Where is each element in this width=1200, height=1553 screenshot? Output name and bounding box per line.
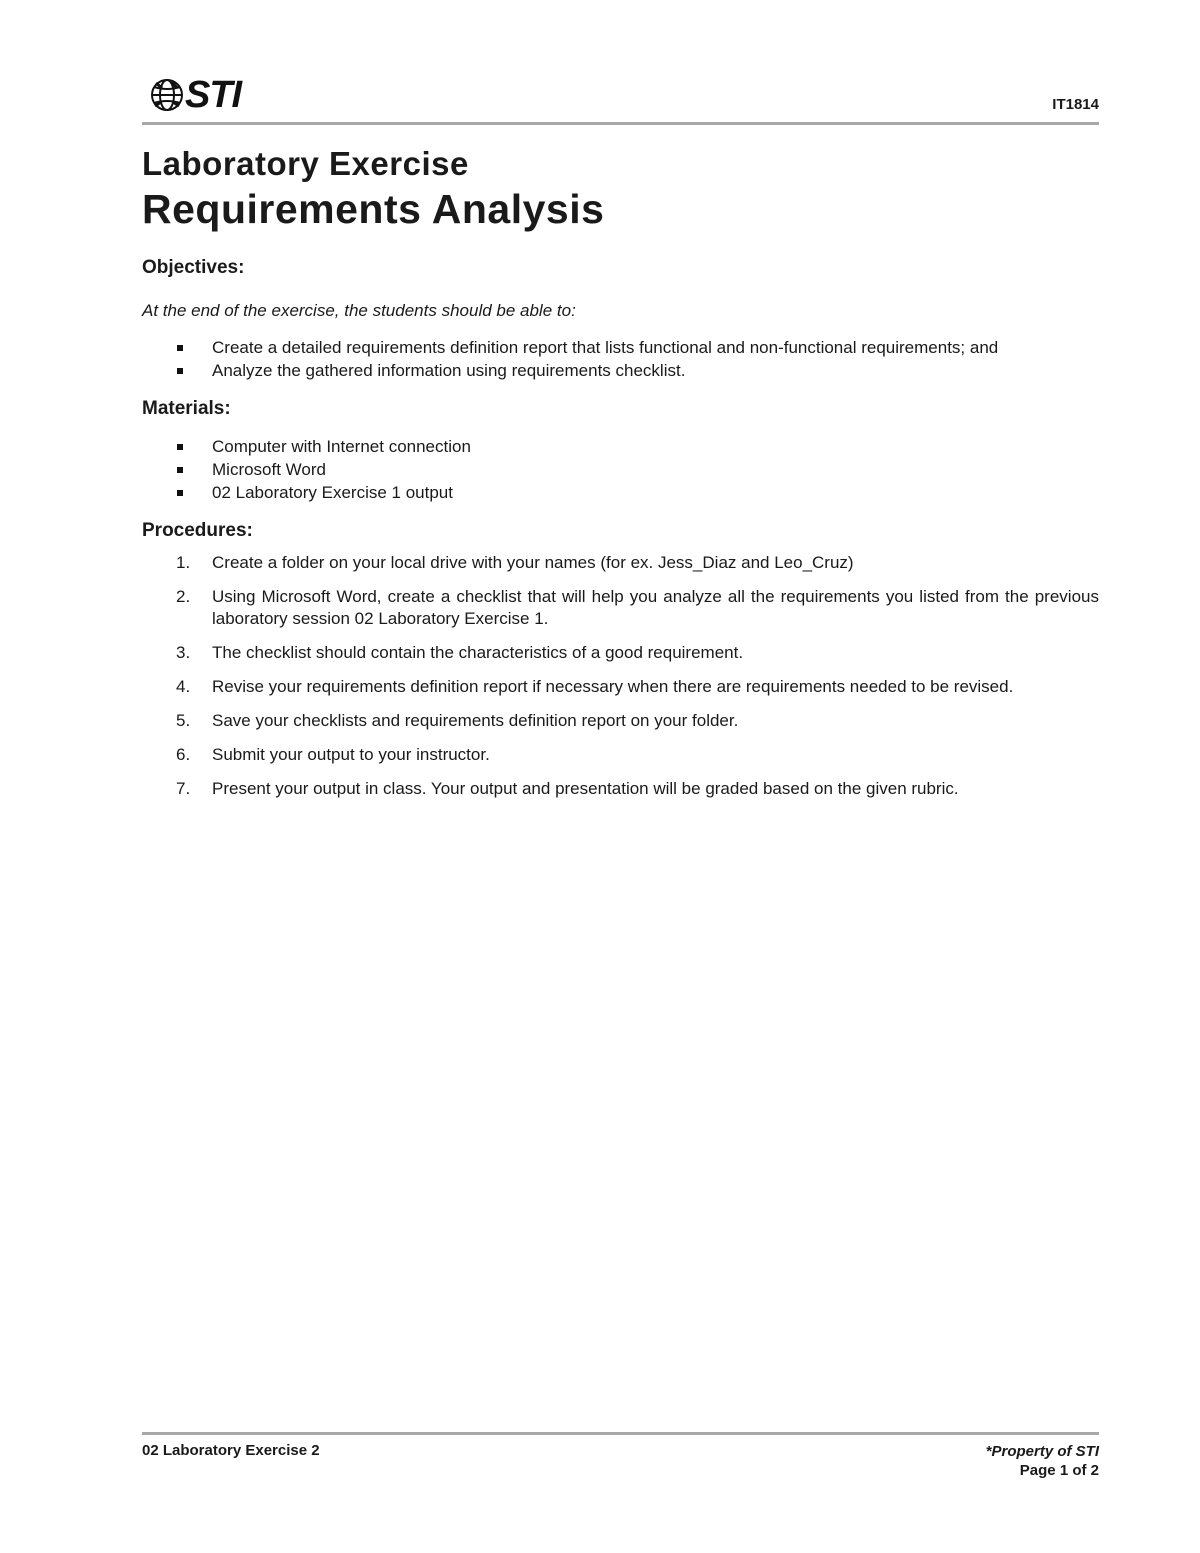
logo-text: STI [185, 74, 242, 116]
footer-divider [142, 1432, 1099, 1435]
list-item-text: Analyze the gathered information using requirements checklist. [212, 360, 686, 380]
procedure-step [142, 744, 1099, 766]
globe-icon [150, 78, 184, 112]
step-number: 3. [176, 642, 191, 662]
step-number: 5. [176, 710, 191, 730]
objectives-list [142, 337, 1099, 382]
step-number: 1. [176, 552, 191, 572]
materials-heading: Materials: [142, 397, 231, 419]
step-number: 7. [176, 778, 191, 798]
header-divider [142, 122, 1099, 125]
list-item-text: Computer with Internet connection [212, 436, 471, 456]
footer-exercise-label: 02 Laboratory Exercise 2 [142, 1442, 320, 1459]
step-text: Present your output in class. Your output and presentation will be graded based on the given rubric. [212, 778, 959, 798]
step-number: 4. [176, 676, 191, 696]
step-text: The checklist should contain the characteristics of a good requirement. [212, 642, 744, 662]
list-item-text: 02 Laboratory Exercise 1 output [212, 482, 453, 502]
list-item [142, 459, 1099, 481]
procedure-step [142, 552, 1099, 574]
list-item [142, 360, 1099, 382]
step-text: Submit your output to your instructor. [212, 744, 490, 764]
step-number: 6. [176, 744, 191, 764]
objectives-intro: At the end of the exercise, the students should be able to: [142, 300, 576, 320]
list-item-text: Create a detailed requirements definition report that lists functional and non-functional requirements; and [212, 337, 999, 357]
document-body [142, 140, 1099, 812]
list-item-text: Microsoft Word [212, 459, 326, 479]
procedure-step [142, 586, 1099, 630]
step-text: Create a folder on your local drive with your names (for ex. Jess_Diaz and Leo_Cruz) [212, 552, 854, 572]
procedure-step [142, 710, 1099, 732]
course-code: IT1814 [1052, 96, 1099, 113]
procedure-step [142, 778, 1099, 800]
step-text: Using Microsoft Word, create a checklist that will help you analyze all the requirements you listed from the previous laboratory session 02 Laboratory Exercise 1. [212, 586, 1099, 628]
page-number: Page 1 of 2 [1019, 1462, 1099, 1479]
step-text: Save your checklists and requirements definition report on your folder. [212, 710, 739, 730]
list-item [142, 482, 1099, 504]
objectives-heading: Objectives: [142, 256, 245, 278]
step-text: Revise your requirements definition report if necessary when there are requirements needed to be revised. [212, 676, 1014, 696]
step-number: 2. [176, 586, 191, 606]
document-title: Requirements Analysis [142, 185, 605, 232]
bullet-icon [177, 490, 183, 496]
bullet-icon [177, 368, 183, 374]
list-item [142, 337, 1099, 359]
page-header [142, 70, 1099, 124]
materials-list [142, 436, 1099, 504]
property-notice: *Property of STI [985, 1443, 1099, 1460]
procedure-step [142, 642, 1099, 664]
bullet-icon [177, 444, 183, 450]
procedure-step [142, 676, 1099, 698]
procedures-list [142, 552, 1099, 800]
page-footer-right [986, 1442, 1099, 1480]
sti-logo [150, 76, 241, 114]
procedures-heading: Procedures: [142, 519, 253, 541]
list-item [142, 436, 1099, 458]
document-subtitle: Laboratory Exercise [142, 145, 469, 182]
bullet-icon [177, 345, 183, 351]
bullet-icon [177, 467, 183, 473]
